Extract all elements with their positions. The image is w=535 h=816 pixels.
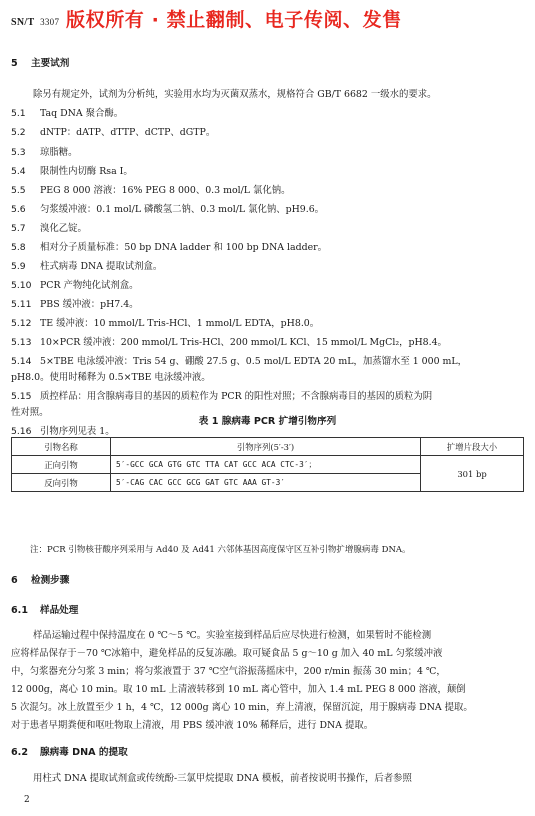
primer-table: [11, 437, 524, 492]
amplicon-size: 301 bp: [421, 456, 524, 492]
reagent-item: [11, 203, 525, 216]
section-5-intro: 除另有规定外，试剂为分析纯，实验用水均为灭菌双蒸水，规格符合 GB/T 6682 一级水的要求。: [33, 89, 437, 100]
item-number: 5.14: [11, 356, 32, 367]
item-number: 5.10: [11, 280, 32, 291]
standard-code: [11, 17, 59, 28]
primer-sequence: 5′-CAG CAC GCC GCG GAT GTC AAA GT-3′: [111, 474, 421, 492]
paragraph-line: 中，匀浆器充分匀浆 3 min；将匀浆液置于 37 ℃空气浴振荡摇床中，200 r/min 振荡 30 min；4 ℃，: [11, 666, 446, 677]
reagent-item: [11, 146, 525, 159]
item-text: dNTP：dATP、dTTP、dCTP、dGTP。: [40, 127, 216, 138]
standard-number: 3307: [40, 16, 60, 27]
item-number: 5.12: [11, 318, 32, 329]
reagent-item: [11, 336, 525, 349]
reagent-item: [11, 279, 525, 292]
item-number: 5.9: [11, 261, 26, 272]
reagent-item: [11, 390, 525, 403]
section-6-heading: [11, 574, 525, 587]
reagent-item: [11, 222, 525, 235]
copyright-watermark: 版权所有 · 禁止翻制、电子传阅、发售: [66, 9, 402, 31]
section-title: 检测步骤: [31, 575, 70, 586]
item-text: 5×TBE 电泳缓冲液：Tris 54 g、硼酸 27.5 g、0.5 mol/L EDTA 20 mL，加蒸馏水至 1 000 mL，: [40, 356, 468, 367]
subsection-6-2-heading: [11, 746, 525, 759]
subsection-title: 腺病毒 DNA 的提取: [40, 747, 128, 758]
reagent-item: [11, 241, 525, 254]
paragraph-line: 12 000g，离心 10 min。取 10 mL 上清液转移到 10 mL 离心管中，加入 1.4 mL PEG 8 000 溶液，颠倒: [11, 684, 466, 695]
item-number: 5.15: [11, 391, 32, 402]
item-text: PCR 产物纯化试剂盒。: [40, 280, 139, 291]
reagent-item: [11, 298, 525, 311]
item-number: 5.16: [11, 426, 32, 437]
reagent-item: [11, 107, 525, 120]
paragraph-line: 5 次混匀。冰上放置至少 1 h，4 ℃，12 000g 离心 10 min，弃上清液，保留沉淀，用于腺病毒 DNA 提取。: [11, 702, 473, 713]
section-5-heading: [11, 57, 525, 70]
reagent-item: [11, 126, 525, 139]
item-text-continuation: 性对照。: [11, 407, 49, 418]
item-number: 5.6: [11, 204, 26, 215]
item-number: 5.13: [11, 337, 32, 348]
item-number: 5.8: [11, 242, 26, 253]
item-text: 匀浆缓冲液：0.1 mol/L 磷酸氢二钠、0.3 mol/L 氯化钠、pH9.6。: [40, 204, 325, 215]
reagent-item: [11, 260, 525, 273]
page-header: [11, 9, 59, 35]
subsection-number: 6.2: [11, 747, 28, 758]
item-text: PEG 8 000 溶液：16% PEG 8 000、0.3 mol/L 氯化钠。: [40, 185, 291, 196]
reagent-item: [11, 317, 525, 330]
primer-name: 反向引物: [12, 474, 111, 492]
item-text: 质控样品：用含腺病毒目的基因的质粒作为 PCR 的阳性对照；不含腺病毒目的基因的质粒为阴: [40, 391, 433, 402]
item-number: 5.7: [11, 223, 26, 234]
reagent-item: [11, 184, 525, 197]
paragraph-line: 应将样品保存于－70 ℃冰箱中，避免样品的反复冻融。取可疑食品 5 g～10 g 加入 40 mL 匀浆缓冲液: [11, 648, 443, 659]
item-number: 5.2: [11, 127, 26, 138]
primer-sequence: 5′-GCC GCA GTG GTC TTA CAT GCC ACA CTC-3′；: [111, 456, 421, 474]
item-text-continuation: pH8.0。使用时稀释为 0.5×TBE 电泳缓冲液。: [11, 372, 211, 383]
subsection-title: 样品处理: [40, 605, 79, 616]
paragraph-line: 对于患者早期粪便和呕吐物取上清液，用 PBS 缓冲液 10% 稀释后，进行 DNA 提取。: [11, 720, 374, 731]
paragraph-line: 样品运输过程中保持温度在 0 ℃～5 ℃。实验室接到样品后应尽快进行检测，如果暂时不能检测: [33, 630, 432, 641]
section-title: 主要试剂: [31, 58, 70, 69]
item-number: 5.4: [11, 166, 26, 177]
page-number: 2: [24, 795, 30, 805]
subsection-number: 6.1: [11, 605, 28, 616]
item-text: 相对分子质量标准：50 bp DNA ladder 和 100 bp DNA ladder。: [40, 242, 328, 253]
item-number: 5.1: [11, 108, 26, 119]
paragraph-line: 用柱式 DNA 提取试剂盒或传统酚-三氯甲烷提取 DNA 模板，前者按说明书操作，后者参照: [33, 773, 412, 784]
table-note: 注：PCR 引物核苷酸序列采用与 Ad40 及 Ad41 六邻体基因高度保守区互补引物扩增腺病毒 DNA。: [30, 545, 411, 555]
item-text: PBS 缓冲液：pH7.4。: [40, 299, 139, 310]
subsection-6-1-heading: [11, 604, 525, 617]
item-text: 溴化乙锭。: [40, 223, 87, 234]
item-text: Taq DNA 聚合酶。: [40, 108, 124, 119]
column-header: 引物名称: [12, 438, 111, 456]
item-number: 5.5: [11, 185, 26, 196]
column-header: 扩增片段大小: [421, 438, 524, 456]
section-number: 5: [11, 58, 18, 69]
section-number: 6: [11, 575, 18, 586]
table-caption: 表 1 腺病毒 PCR 扩增引物序列: [198, 416, 337, 427]
item-text: 限制性内切酶 Rsa I。: [40, 166, 133, 177]
item-text: 琼脂糖。: [40, 147, 78, 158]
item-number: 5.3: [11, 147, 26, 158]
table-row: [12, 456, 524, 474]
item-text: 引物序列见表 1。: [40, 426, 115, 437]
standard-prefix: SN/T: [11, 16, 35, 28]
column-header: 引物序列(5′-3′): [111, 438, 421, 456]
item-text: 柱式病毒 DNA 提取试剂盒。: [40, 261, 163, 272]
item-text: TE 缓冲液：10 mmol/L Tris-HCl、1 mmol/L EDTA，pH8.0。: [40, 318, 320, 329]
reagent-item: [11, 165, 525, 178]
table-header-row: [12, 438, 524, 456]
item-text: 10×PCR 缓冲液：200 mmol/L Tris-HCl、200 mmol/L KCl、15 mmol/L MgCl₂，pH8.4。: [40, 337, 447, 348]
primer-name: 正向引物: [12, 456, 111, 474]
item-number: 5.11: [11, 299, 32, 310]
reagent-item: [11, 355, 525, 368]
